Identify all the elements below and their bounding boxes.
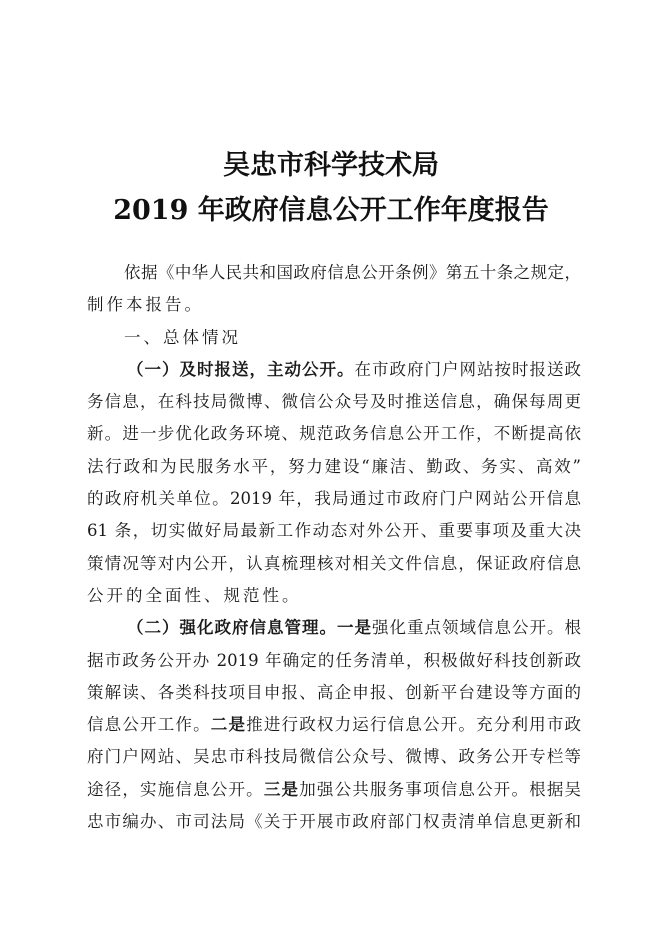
text-segment: 制作本报告。 xyxy=(87,295,204,315)
text-line xyxy=(87,677,581,709)
text-line xyxy=(87,257,581,289)
text-line xyxy=(87,645,581,677)
text-segment: 61 条，切实做好局最新工作动态对外公开、重要事项及重大决 xyxy=(87,521,581,541)
text-segment: 在市政府门户网站按时报送政 xyxy=(354,359,581,379)
text-segment: 推进行政权力运行信息公开。充分利用市政 xyxy=(246,715,582,735)
text-line xyxy=(87,322,581,354)
text-segment: 依据《中华人民共和国政府信息公开条例》第五十条之规定， xyxy=(124,263,581,282)
text-line xyxy=(87,774,581,806)
document-subtitle: 2019 年政府信息公开工作年度报告 xyxy=(113,195,549,226)
text-line xyxy=(87,451,581,483)
text-line xyxy=(87,806,581,838)
bold-text-segment: （一）及时报送，主动公开。 xyxy=(127,359,355,379)
text-segment: 公开的全面性、规范性。 xyxy=(87,585,302,605)
text-segment: 加强公共服务事项信息公开。根据吴 xyxy=(299,779,582,799)
text-segment: 策解读、各类科技项目申报、高企申报、创新平台建设等方面的 xyxy=(87,682,581,702)
text-line xyxy=(87,709,581,741)
text-segment: 据市政务公开办 2019 年确定的任务清单，积极做好科技创新政 xyxy=(87,650,581,670)
text-segment: 的政府机关单位。2019 年，我局通过市政府门户网站公开信息 xyxy=(87,489,581,509)
text-line xyxy=(87,418,581,450)
text-line xyxy=(87,354,581,386)
text-line xyxy=(87,289,581,321)
text-line xyxy=(87,386,581,418)
bold-text-segment: 三是 xyxy=(263,779,300,799)
text-segment: 一、总体情况 xyxy=(124,327,241,347)
text-segment: 务信息，在科技局微博、微信公众号及时推送信息，确保每周更 xyxy=(87,392,581,412)
bold-text-segment: （二）强化政府信息管理。一是 xyxy=(127,618,372,638)
text-line xyxy=(87,548,581,580)
text-segment: 策情况等对内公开，认真梳理核对相关文件信息，保证政府信息 xyxy=(87,553,581,573)
document-body xyxy=(87,257,581,838)
text-segment: 信息公开工作。 xyxy=(87,715,211,735)
text-segment: 新。进一步优化政务环境、规范政务信息公开工作，不断提高依 xyxy=(87,424,581,444)
document-title: 吴忠市科学技术局 xyxy=(223,150,439,181)
text-line xyxy=(87,483,581,515)
text-segment: 强化重点领域信息公开。根 xyxy=(372,618,581,638)
text-line xyxy=(87,741,581,773)
text-segment: 途径，实施信息公开。 xyxy=(87,779,264,799)
text-line xyxy=(87,612,581,644)
text-line xyxy=(87,580,581,612)
bold-text-segment: 二是 xyxy=(210,715,247,735)
text-segment: 法行政和为民服务水平，努力建设“廉洁、勤政、务实、高效” xyxy=(87,456,581,476)
text-segment: 忠市编办、市司法局《关于开展市政府部门权责清单信息更新和 xyxy=(87,812,581,832)
text-line xyxy=(87,515,581,547)
text-segment: 府门户网站、吴忠市科技局微信公众号、微博、政务公开专栏等 xyxy=(87,747,581,767)
